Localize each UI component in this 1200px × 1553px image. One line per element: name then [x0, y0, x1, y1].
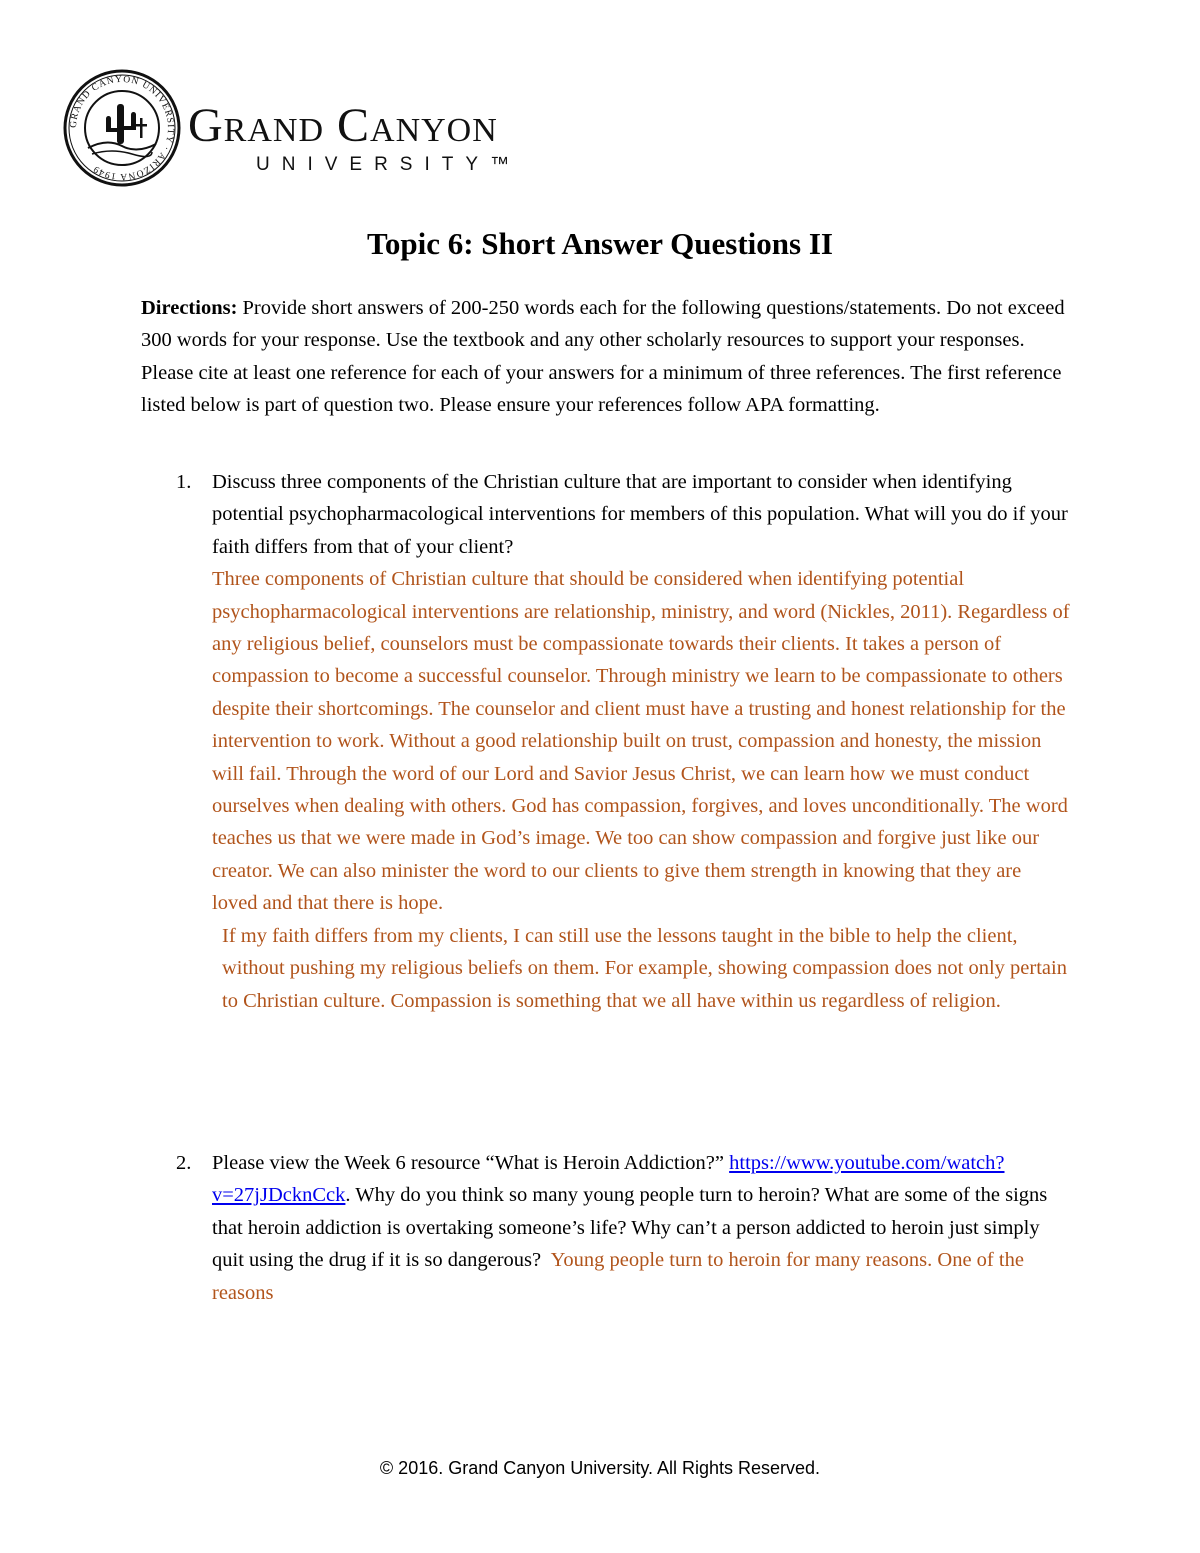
question-number: 1.	[176, 471, 192, 493]
university-header	[62, 68, 662, 188]
university-wordmark	[188, 99, 522, 176]
question-prompt: Discuss three components of the Christian culture that are important to consider when identifying potential psychopharmacological interventions for members of this population. What will you do if your faith differs from that of your client?	[212, 471, 1068, 558]
page-title: Topic 6: Short Answer Questions II	[367, 226, 833, 261]
question-item-2	[141, 1147, 1071, 1309]
video-link[interactable]: https://www.youtube.com/watch?v=27jJDcknCck	[212, 1151, 1005, 1207]
question-prompt-rest: . Why do you think so many young people turn to heroin? What are some of the signs that heroin addiction is overtaking someone’s life? Why can’t a person addicted to heroin just simply quit using the drug if it is so dangerous?	[212, 1184, 1048, 1272]
answer-paragraph: Young people turn to heroin for many reasons. One of the reasons	[212, 1249, 1024, 1304]
answer-paragraph: Three components of Christian culture that should be considered when identifying potential psychopharmacological interventions are relationship, ministry, and word (Nickles, 2011). Regardless of any religious belief, counselors must be compassionate towards their clients. It takes a person of compassion to become a successful counselor. Through ministry we learn to be compassionate to others despite their shortcomings. The counselor and client must have a trusting and honest relationship for the intervention to work. Without a good relationship built on trust, compassion and honesty, the mission will fail. Through the word of our Lord and Savior Jesus Christ, we can learn how we must conduct ourselves when dealing with others. God has compassion, forgives, and loves unconditionally. The word teaches us that we were made in God’s image. We too can show compassion and forgive just like our creator. We can also minister the word to our clients to give them strength in knowing that they are loved and that there is hope.	[212, 568, 1070, 915]
question-prompt	[212, 1147, 1071, 1309]
question-list	[141, 466, 1071, 1309]
question-item-1	[141, 466, 1071, 1017]
copyright-footer: © 2016. Grand Canyon University. All Rights Reserved.	[379, 1458, 821, 1478]
spacer	[141, 1017, 1071, 1147]
answer-paragraph: If my faith differs from my clients, I can still use the lessons taught in the bible to help the client, without pushing my religious beliefs on them. For example, showing compassion does not only pertain to Christian culture. Compassion is something that we all have within us regardless of religion.	[222, 924, 1067, 1012]
seal-text: GRAND CANYON UNIVERSITY · ARIZONA 1949	[68, 74, 176, 182]
question-number: 2.	[176, 1151, 192, 1174]
university-seal-icon	[62, 68, 182, 188]
university-name: Grand Canyon	[188, 99, 498, 152]
university-subtitle: UNIVERSITY™	[256, 154, 522, 175]
directions-text: Provide short answers of 200-250 words each for the following questions/statements. Do not exceed 300 words for your response. Use the textbook and any other scholarly resources to support your responses. Please cite at least one reference for each of your answers for a minimum of three references. The first reference listed below is part of question two. Please ensure your references follow APA formatting.	[141, 297, 1065, 417]
directions-paragraph	[141, 292, 1071, 422]
directions-label: Directions:	[141, 297, 238, 319]
question-prompt-start: Please view the Week 6 resource “What is Heroin Addiction?”	[212, 1151, 724, 1174]
